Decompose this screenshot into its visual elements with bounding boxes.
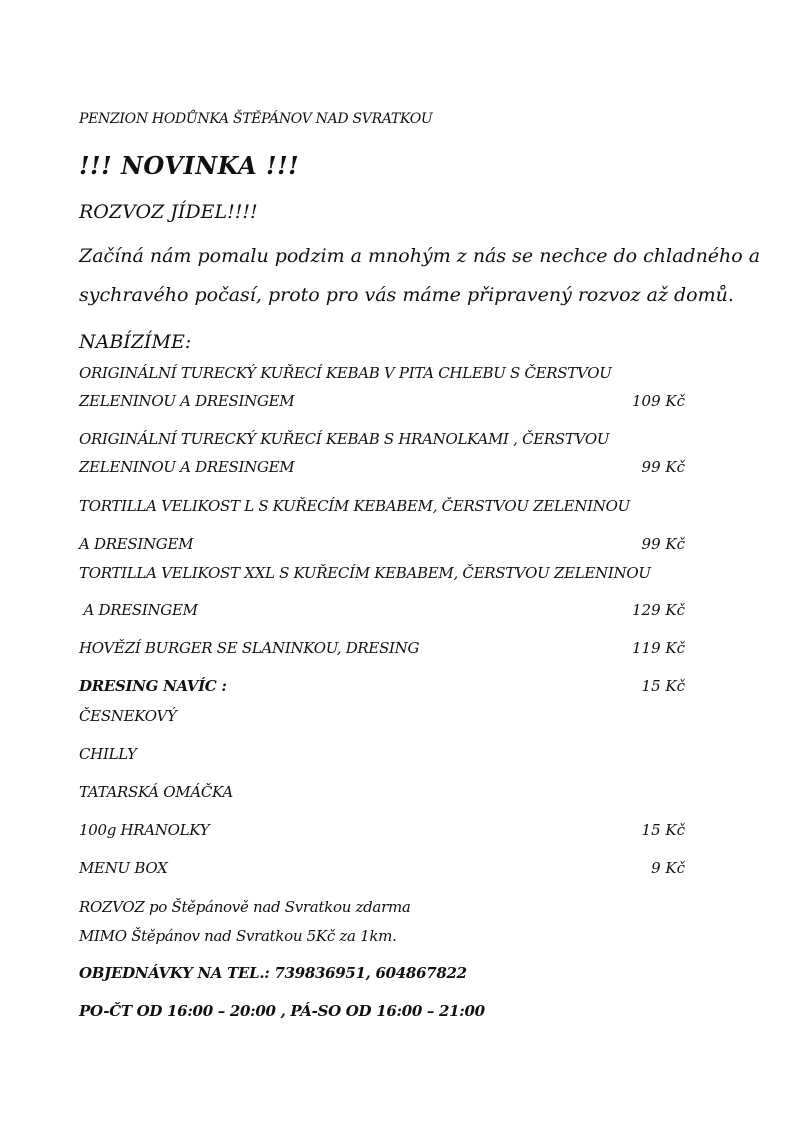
menu-item-4-price: 129 Kč bbox=[631, 601, 685, 619]
intro-line-2: sychravého počasí, proto pro vás máme připravený rozvoz až domů. bbox=[79, 284, 734, 306]
extra-fries-label: 100g HRANOLKY bbox=[79, 821, 210, 839]
menu-item-3-price: 99 Kč bbox=[641, 535, 685, 553]
dressing-option-2: CHILLY bbox=[79, 745, 137, 763]
menu-item-5-line-1: HOVĚZÍ BURGER SE SLANINKOU, DRESING bbox=[79, 639, 420, 657]
dressing-option-1: ČESNEKOVÝ bbox=[79, 707, 177, 725]
extra-fries-price: 15 Kč bbox=[641, 821, 685, 839]
intro-line-1: Začíná nám pomalu podzim a mnohým z nás se nechce do chladného a bbox=[79, 245, 761, 267]
menu-item-3-line-2: A DRESINGEM bbox=[79, 535, 194, 553]
menu-item-1-price: 109 Kč bbox=[631, 392, 685, 410]
menu-item-5-price: 119 Kč bbox=[631, 639, 685, 657]
extra-menu-box-label: MENU BOX bbox=[79, 859, 168, 877]
delivery-line-2: MIMO Štěpánov nad Svratkou 5Kč za 1km. bbox=[79, 927, 397, 945]
extra-menu-box-price: 9 Kč bbox=[651, 859, 685, 877]
menu-item-2-line-1: ORIGINÁLNÍ TURECKÝ KUŘECÍ KEBAB S HRANOLKAMI , ČERSTVOU bbox=[79, 430, 610, 448]
opening-hours: PO-ČT OD 16:00 – 20:00 , PÁ-SO OD 16:00 – 21:00 bbox=[79, 1002, 485, 1020]
menu-item-4-line-1: TORTILLA VELIKOST XXL S KUŘECÍM KEBABEM, ČERSTVOU ZELENINOU bbox=[79, 564, 651, 582]
menu-item-3-line-1: TORTILLA VELIKOST L S KUŘECÍM KEBABEM, ČERSTVOU ZELENINOU bbox=[79, 497, 630, 515]
delivery-line-1: ROZVOZ po Štěpánově nad Svratkou zdarma bbox=[79, 898, 411, 916]
establishment-name: PENZION HODŮNKA ŠTĚPÁNOV NAD SVRATKOU bbox=[79, 111, 433, 127]
offer-heading: NABÍZÍME: bbox=[79, 331, 192, 353]
dressing-label: DRESING NAVÍC : bbox=[79, 677, 227, 695]
subheadline: ROZVOZ JÍDEL!!!! bbox=[79, 201, 258, 223]
dressing-option-3: TATARSKÁ OMÁČKA bbox=[79, 783, 233, 801]
menu-item-2-line-2: ZELENINOU A DRESINGEM bbox=[79, 458, 295, 476]
menu-item-1-line-1: ORIGINÁLNÍ TURECKÝ KUŘECÍ KEBAB V PITA CHLEBU S ČERSTVOU bbox=[79, 364, 612, 382]
orders-phone: OBJEDNÁVKY NA TEL.: 739836951, 604867822 bbox=[79, 964, 467, 982]
menu-item-4-line-2: A DRESINGEM bbox=[79, 601, 198, 619]
headline: !!! NOVINKA !!! bbox=[79, 151, 300, 180]
menu-item-1-line-2: ZELENINOU A DRESINGEM bbox=[79, 392, 295, 410]
dressing-price: 15 Kč bbox=[641, 677, 685, 695]
menu-item-2-price: 99 Kč bbox=[641, 458, 685, 476]
